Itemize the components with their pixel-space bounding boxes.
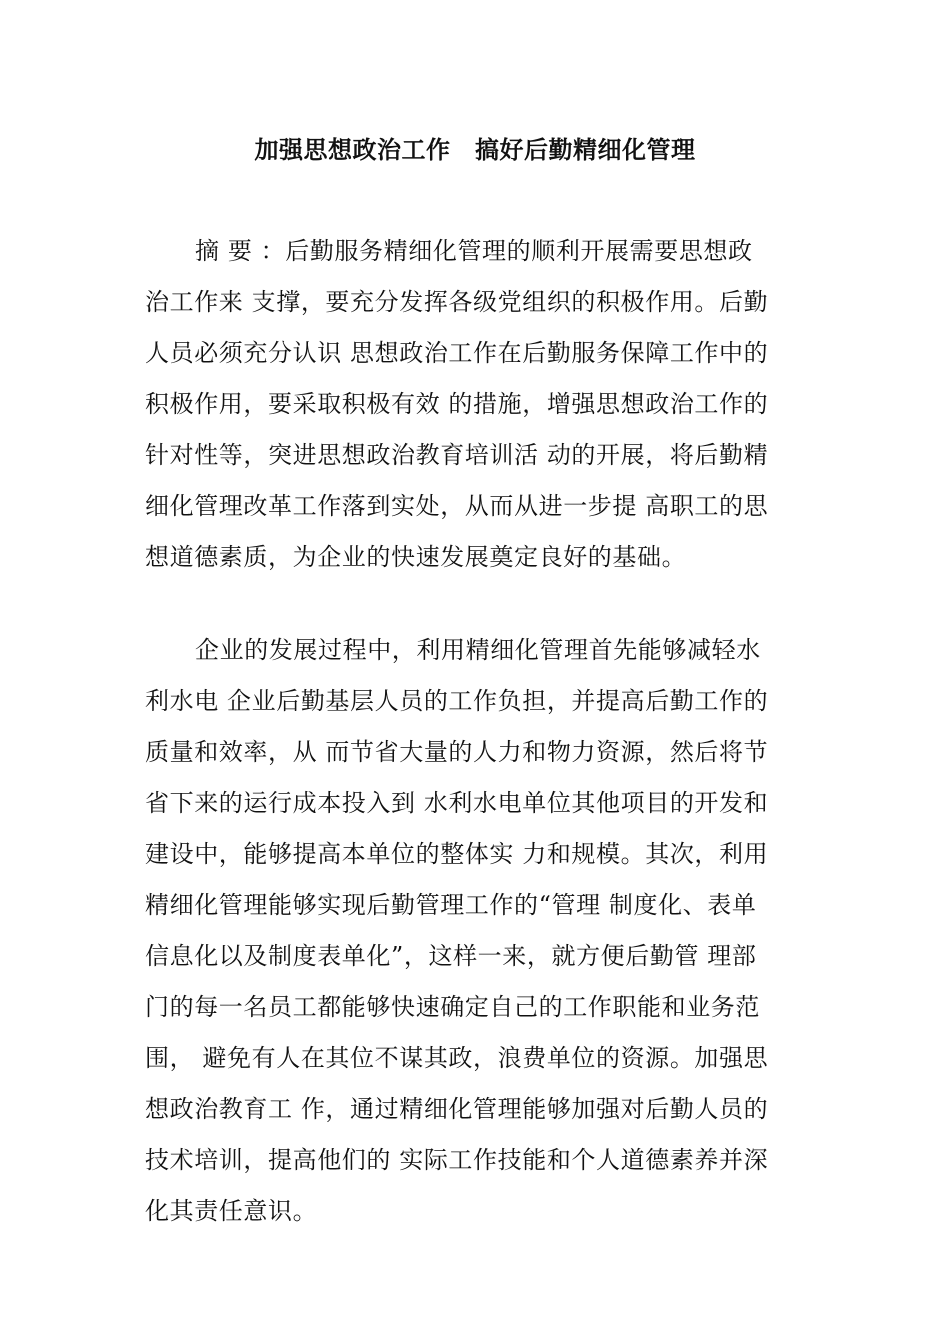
- abstract-line: 治工作来 支撑，要充分发挥各级党组织的积极作用。后勤: [145, 288, 769, 316]
- document-title: 加强思想政治工作 搞好后勤精细化管理: [254, 136, 696, 164]
- abstract-line: 想道德素质，为企业的快速发展奠定良好的基础。: [145, 543, 687, 571]
- body-line: 技术培训，提高他们的 实际工作技能和个人道德素养并深: [145, 1146, 769, 1174]
- abstract-line: 细化管理改革工作落到实处，从而从进一步提 高职工的思: [145, 492, 769, 520]
- abstract-line: 针对性等，突进思想政治教育培训活 动的开展，将后勤精: [145, 441, 769, 469]
- body-line: 围， 避免有人在其位不谋其政，浪费单位的资源。加强思: [145, 1044, 769, 1072]
- body-line: 建设中，能够提高本单位的整体实 力和规模。其次，利用: [145, 840, 769, 868]
- body-line: 化其责任意识。: [145, 1197, 318, 1225]
- body-line: 企业的发展过程中，利用精细化管理首先能够减轻水: [195, 636, 761, 664]
- abstract-line: 人员必须充分认识 思想政治工作在后勤服务保障工作中的: [145, 339, 769, 367]
- body-line: 利水电 企业后勤基层人员的工作负担，并提高后勤工作的: [145, 687, 769, 715]
- abstract-paragraph: [145, 226, 807, 583]
- body-line: 门的每一名员工都能够快速确定自己的工作职能和业务范: [145, 993, 760, 1021]
- body-line: 信息化以及制度表单化”，这样一来，就方便后勤管 理部: [145, 942, 757, 970]
- abstract-line: 摘 要 ：后勤服务精细化管理的顺利开展需要思想政: [195, 237, 753, 265]
- body-line: 质量和效率，从 而节省大量的人力和物力资源，然后将节: [145, 738, 769, 766]
- body-line: 想政治教育工 作，通过精细化管理能够加强对后勤人员的: [145, 1095, 769, 1123]
- abstract-line: 积极作用，要采取积极有效 的措施，增强思想政治工作的: [145, 390, 769, 418]
- body-line: 精细化管理能够实现后勤管理工作的“管理 制度化、表单: [145, 891, 757, 919]
- body-line: 省下来的运行成本投入到 水利水电单位其他项目的开发和: [145, 789, 769, 817]
- body-paragraph: [145, 625, 807, 1237]
